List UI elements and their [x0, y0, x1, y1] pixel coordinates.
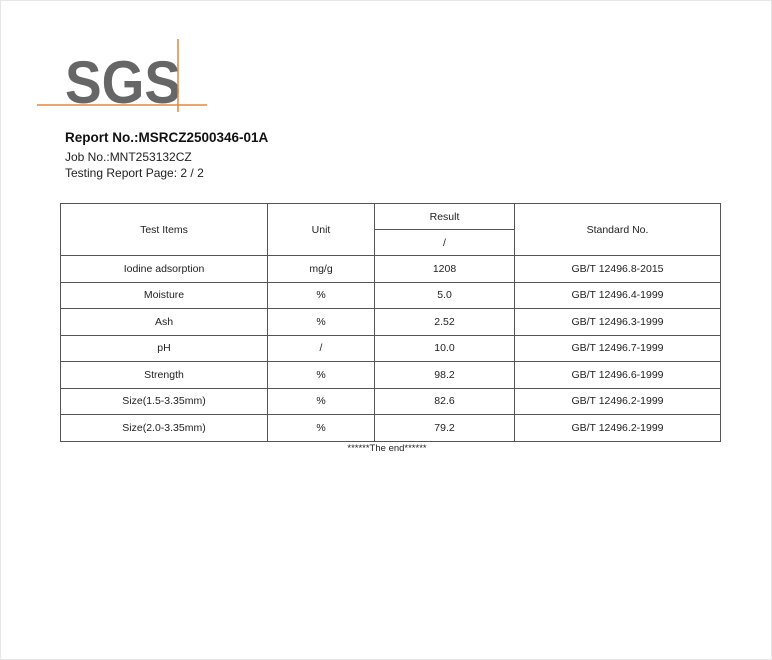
results-table [60, 203, 721, 442]
cell-standard: GB/T 12496.6-1999 [515, 362, 721, 389]
cell-test-item: Ash [61, 309, 268, 336]
logo-text: SGS [65, 49, 181, 112]
column-header-standard: Standard No. [515, 204, 721, 256]
column-header-test-items: Test Items [61, 204, 268, 256]
column-header-result-sub: / [375, 230, 515, 256]
cell-test-item: Strength [61, 362, 268, 389]
cell-standard: GB/T 12496.3-1999 [515, 309, 721, 336]
cell-test-item: Iodine adsorption [61, 256, 268, 283]
table-row [61, 415, 721, 442]
table-body [61, 256, 721, 442]
cell-unit: % [268, 282, 375, 309]
table-row [61, 256, 721, 283]
cell-standard: GB/T 12496.8-2015 [515, 256, 721, 283]
page-info: Testing Report Page: 2 / 2 [65, 166, 204, 180]
cell-unit: mg/g [268, 256, 375, 283]
cell-test-item: Size(2.0-3.35mm) [61, 415, 268, 442]
cell-unit: % [268, 309, 375, 336]
cell-result: 82.6 [375, 388, 515, 415]
cell-result: 10.0 [375, 335, 515, 362]
sgs-logo [35, 37, 210, 112]
column-header-unit: Unit [268, 204, 375, 256]
cell-test-item: Size(1.5-3.35mm) [61, 388, 268, 415]
report-number: Report No.:MSRCZ2500346-01A [65, 130, 269, 145]
cell-result: 2.52 [375, 309, 515, 336]
cell-result: 1208 [375, 256, 515, 283]
cell-unit: / [268, 335, 375, 362]
cell-unit: % [268, 362, 375, 389]
end-of-report-marker: ******The end****** [347, 443, 427, 454]
cell-result: 79.2 [375, 415, 515, 442]
cell-standard: GB/T 12496.2-1999 [515, 388, 721, 415]
table-row [61, 335, 721, 362]
table-row [61, 282, 721, 309]
cell-test-item: pH [61, 335, 268, 362]
sgs-logo-graphic [35, 37, 210, 112]
cell-unit: % [268, 415, 375, 442]
cell-standard: GB/T 12496.7-1999 [515, 335, 721, 362]
cell-result: 5.0 [375, 282, 515, 309]
table-row [61, 309, 721, 336]
cell-test-item: Moisture [61, 282, 268, 309]
job-number: Job No.:MNT253132CZ [65, 150, 192, 164]
table-row [61, 388, 721, 415]
cell-unit: % [268, 388, 375, 415]
cell-standard: GB/T 12496.2-1999 [515, 415, 721, 442]
table-header-row [61, 204, 721, 230]
cell-result: 98.2 [375, 362, 515, 389]
cell-standard: GB/T 12496.4-1999 [515, 282, 721, 309]
column-header-result: Result [375, 204, 515, 230]
table-row [61, 362, 721, 389]
